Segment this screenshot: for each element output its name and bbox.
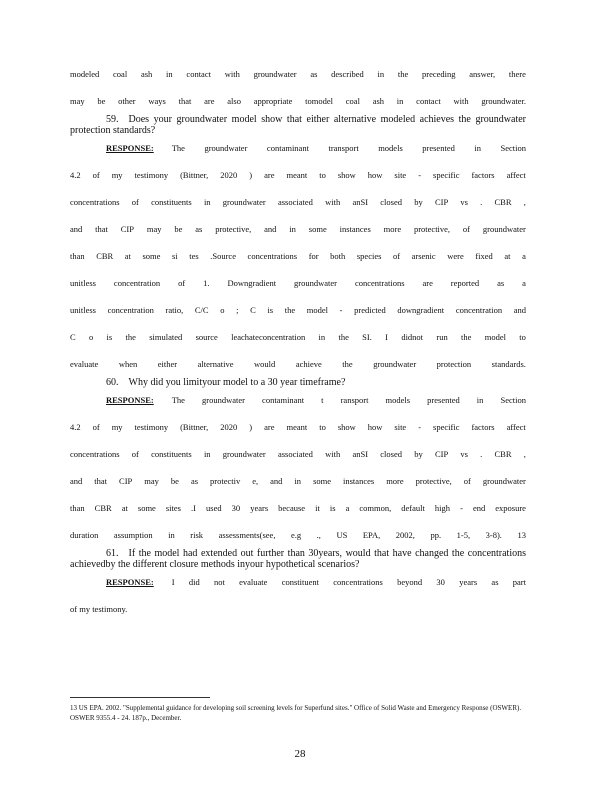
word: o <box>88 332 94 342</box>
word: the <box>397 69 409 79</box>
word: at <box>504 251 511 261</box>
word: specific <box>433 422 460 432</box>
word: to <box>319 422 326 432</box>
word: may <box>146 224 162 234</box>
word: unitless <box>70 278 96 288</box>
word: of <box>392 251 401 261</box>
word: preceding <box>422 69 456 79</box>
question-61 <box>70 548 526 570</box>
word: in <box>396 96 404 106</box>
word: modeled <box>70 69 100 79</box>
word: some <box>142 251 161 261</box>
word: how <box>367 170 383 180</box>
word: ways <box>148 96 166 106</box>
word: CIP <box>120 224 134 234</box>
word: my <box>111 422 123 432</box>
word: a <box>345 503 350 513</box>
question-text: Does your groundwater model show that either alternative modeled achieves the groundwater protection standards? <box>70 114 526 136</box>
word: closed <box>380 449 402 459</box>
question-number: 61. <box>106 548 119 559</box>
word: C <box>70 332 76 342</box>
text-line <box>70 304 526 317</box>
question-60 <box>70 377 526 388</box>
word: in <box>166 69 173 79</box>
word: CBR <box>94 503 112 513</box>
word: factors <box>471 422 495 432</box>
word: 3-8). <box>485 530 502 540</box>
word: predicted <box>354 305 386 315</box>
word: groundwater <box>222 449 266 459</box>
word: contact <box>186 69 211 79</box>
word: because <box>278 503 306 513</box>
word: unitless <box>70 305 96 315</box>
word: - <box>418 422 422 432</box>
word: SI. <box>362 332 372 342</box>
word: associated <box>277 197 313 207</box>
word: show <box>337 422 356 432</box>
word: CBR <box>494 197 512 207</box>
word: a <box>522 278 526 288</box>
word: assessments(see, <box>218 530 276 540</box>
word: tes <box>189 251 199 261</box>
word: o <box>220 305 225 315</box>
word: in <box>318 332 326 342</box>
word: achieve <box>295 359 322 369</box>
word: appropriate <box>253 96 293 106</box>
word: as <box>195 224 203 234</box>
word: both <box>330 251 346 261</box>
word: coal <box>345 96 360 106</box>
text-line <box>70 277 526 290</box>
word: in <box>168 530 175 540</box>
word: of <box>131 449 139 459</box>
word: . <box>480 197 483 207</box>
word: contact <box>416 96 441 106</box>
word: concentrations <box>70 197 120 207</box>
word: other <box>118 96 136 106</box>
word: to <box>519 332 526 342</box>
word: tomodel <box>305 96 334 106</box>
word: of <box>462 224 471 234</box>
word: anSI <box>352 449 369 459</box>
word: duration <box>70 530 99 540</box>
question-59 <box>70 114 526 136</box>
word: reported <box>450 278 480 288</box>
word: in <box>377 69 385 79</box>
word: concentration <box>455 305 503 315</box>
word: of <box>131 197 139 207</box>
word: in <box>203 197 211 207</box>
word: the <box>338 332 349 342</box>
word: 1. <box>203 278 210 288</box>
word: . <box>480 449 483 459</box>
word: is <box>267 305 274 315</box>
text-line <box>70 95 526 108</box>
question-number: 59. <box>106 114 119 125</box>
text-line <box>70 502 526 515</box>
word: years <box>250 503 269 513</box>
word: in <box>203 449 211 459</box>
word: simulated <box>149 332 183 342</box>
word: ; <box>236 305 239 315</box>
footnote: 13 US EPA. 2002. "Supplemental guidance for developing soil screening levels for Superfund sites." Office of Solid Waste and Emergency Response (OSWER). OSWER 9355.4 - 24. 187p., December. <box>70 704 522 722</box>
word: in <box>289 224 296 234</box>
word: concentrations <box>247 251 298 261</box>
word: are <box>422 278 433 288</box>
word: groundwater <box>482 476 526 486</box>
word: and <box>513 305 526 315</box>
word: run <box>436 332 448 342</box>
word: be <box>97 96 106 106</box>
word: ash <box>372 96 385 106</box>
word: at <box>124 251 131 261</box>
word: ., <box>316 530 321 540</box>
word: in <box>294 476 302 486</box>
text-line <box>70 358 526 371</box>
word: coal <box>113 69 128 79</box>
word: how <box>367 422 383 432</box>
word: protective, <box>413 224 451 234</box>
word: assumption <box>113 530 153 540</box>
word: risk <box>190 530 204 540</box>
word: of <box>178 278 186 288</box>
word: concentrations <box>354 278 405 288</box>
word: groundwater <box>253 69 297 79</box>
word: model <box>484 332 506 342</box>
word: to <box>319 170 326 180</box>
word: 30 <box>231 503 241 513</box>
word: vs <box>460 449 468 459</box>
word: answer, <box>469 69 496 79</box>
word: ratio, <box>165 305 184 315</box>
word: some <box>308 224 327 234</box>
word: default <box>401 503 425 513</box>
word: - <box>460 503 463 513</box>
word: 4.2 <box>70 422 81 432</box>
word: than <box>70 251 85 261</box>
word: factors <box>471 170 495 180</box>
word: affect <box>506 170 526 180</box>
word: be <box>174 224 183 234</box>
word: US <box>336 530 348 540</box>
word: closed <box>380 197 402 207</box>
word: would <box>254 359 276 369</box>
word: for <box>308 251 319 261</box>
word: at <box>121 503 128 513</box>
word: species <box>356 251 382 261</box>
word: it <box>315 503 320 513</box>
text-span: The groundwater contaminant t ransport models presented in Section <box>171 395 526 405</box>
word: .Source <box>210 251 236 261</box>
word: also <box>227 96 241 106</box>
word: with <box>224 69 240 79</box>
word: and <box>270 476 283 486</box>
word: meant <box>286 170 308 180</box>
word: is <box>106 332 113 342</box>
word: 4.2 <box>70 170 81 180</box>
text-line <box>70 394 526 407</box>
text-line <box>70 68 526 81</box>
word: model <box>306 305 329 315</box>
word: constituents <box>151 449 192 459</box>
word: end <box>472 503 486 513</box>
word: 2002, <box>395 530 415 540</box>
word: source <box>195 332 218 342</box>
word: that <box>94 476 108 486</box>
footnote-divider <box>70 697 210 698</box>
word: as <box>310 69 318 79</box>
word: 2020 <box>220 422 238 432</box>
word: used <box>206 503 222 513</box>
word: protectiv <box>210 476 241 486</box>
word: as <box>190 476 199 486</box>
word: meant <box>286 422 308 432</box>
word: leachateconcentration <box>231 332 306 342</box>
word: e.g <box>290 530 302 540</box>
word: CIP <box>434 197 449 207</box>
word: 13 <box>517 530 526 540</box>
text-line <box>70 576 526 589</box>
word: (Bittner, <box>180 422 209 432</box>
question-text: Why did you limityour model to a 30 year timeframe? <box>128 377 346 388</box>
word: pp. <box>430 530 442 540</box>
word: CBR <box>494 449 512 459</box>
text-span: The groundwater contaminant transport models presented in Section <box>171 143 526 153</box>
word: testimony <box>134 170 169 180</box>
word: Downgradient <box>227 278 277 288</box>
word: C/C <box>194 305 209 315</box>
document-body <box>70 68 526 616</box>
text-line <box>70 331 526 344</box>
word: site <box>394 422 407 432</box>
word: and <box>70 224 83 234</box>
response-60 <box>70 394 526 542</box>
word: arsenic <box>411 251 436 261</box>
text-line <box>70 196 526 209</box>
word: anSI <box>352 197 369 207</box>
word: may <box>70 96 85 106</box>
word: a <box>522 251 526 261</box>
word: some <box>137 503 156 513</box>
word: concentration <box>113 278 161 288</box>
word: constituents <box>151 197 192 207</box>
text-line <box>70 169 526 182</box>
response-label: RESPONSE: <box>106 577 154 587</box>
word: - <box>339 305 343 315</box>
text-span: I did not evaluate constituent concentrations beyond 30 years as part <box>171 577 526 587</box>
word: than <box>70 503 85 513</box>
word: are <box>204 96 215 106</box>
word: specific <box>433 170 460 180</box>
word: evaluate <box>70 359 99 369</box>
word: instances <box>339 224 371 234</box>
response-61 <box>70 576 526 616</box>
word: and <box>70 476 83 486</box>
word: of <box>92 170 100 180</box>
word: , <box>523 197 526 207</box>
word: by <box>414 449 423 459</box>
response-59 <box>70 142 526 371</box>
word: ) <box>249 422 253 432</box>
word: the <box>125 332 136 342</box>
word: protection <box>436 359 472 369</box>
word: concentration <box>107 305 154 315</box>
word: alternative <box>197 359 234 369</box>
word: there <box>508 69 526 79</box>
word: were <box>447 251 464 261</box>
word: that <box>95 224 108 234</box>
word: vs <box>460 197 468 207</box>
word: that <box>178 96 192 106</box>
word: and <box>264 224 277 234</box>
word: more <box>383 224 402 234</box>
word: protective, <box>215 224 252 234</box>
text-line <box>70 529 526 542</box>
word: be <box>170 476 179 486</box>
word: with <box>325 449 341 459</box>
word: when <box>118 359 138 369</box>
word: my <box>111 170 123 180</box>
word: C <box>250 305 256 315</box>
word: ) <box>249 170 253 180</box>
text-line <box>70 448 526 461</box>
word: CIP <box>119 476 133 486</box>
text-line <box>70 142 526 155</box>
word: as <box>497 278 505 288</box>
response-label: RESPONSE: <box>106 395 154 405</box>
word: groundwater <box>294 278 338 288</box>
word: either <box>157 359 178 369</box>
word: the <box>284 305 296 315</box>
word: groundwater <box>222 197 266 207</box>
word: the <box>342 359 353 369</box>
word: si <box>172 251 178 261</box>
word: EPA, <box>362 530 381 540</box>
word: with <box>453 96 469 106</box>
word: sites <box>165 503 181 513</box>
word: are <box>264 422 275 432</box>
word: site <box>394 170 407 180</box>
word: associated <box>277 449 313 459</box>
word: (Bittner, <box>180 170 209 180</box>
word: with <box>325 197 341 207</box>
word: concentrations <box>70 449 120 459</box>
word: more <box>386 476 404 486</box>
word: of <box>92 422 100 432</box>
word: testimony <box>134 422 169 432</box>
question-number: 60. <box>106 377 119 388</box>
word: are <box>264 170 275 180</box>
word: CBR <box>96 251 114 261</box>
text-line <box>70 475 526 488</box>
word: downgradient <box>397 305 445 315</box>
word: didnot <box>401 332 424 342</box>
word: exposure <box>495 503 526 513</box>
word: protective, <box>415 476 452 486</box>
word: 2020 <box>220 170 238 180</box>
word: described <box>331 69 364 79</box>
word: I <box>385 332 388 342</box>
word: affect <box>506 422 526 432</box>
word: by <box>414 197 423 207</box>
word: e, <box>252 476 259 486</box>
word: show <box>337 170 356 180</box>
word: the <box>461 332 472 342</box>
response-label: RESPONSE: <box>106 143 154 153</box>
word: groundwater <box>482 224 526 234</box>
word: instances <box>343 476 375 486</box>
word: high <box>434 503 451 513</box>
word: - <box>418 170 422 180</box>
word: 1-5, <box>456 530 471 540</box>
word: , <box>523 449 526 459</box>
text-line: of my testimony. <box>70 604 128 614</box>
word: common, <box>359 503 392 513</box>
word: some <box>313 476 332 486</box>
word: groundwater. <box>481 96 526 106</box>
word: of <box>463 476 471 486</box>
word: fixed <box>475 251 493 261</box>
word: is <box>329 503 336 513</box>
word: standards. <box>491 359 526 369</box>
text-line <box>70 250 526 263</box>
word: .I <box>191 503 196 513</box>
word: CIP <box>434 449 449 459</box>
text-line <box>70 421 526 434</box>
text-line <box>70 223 526 236</box>
word: groundwater <box>373 359 417 369</box>
page-number: 28 <box>294 748 306 760</box>
word: may <box>144 476 159 486</box>
question-text: If the model had extended out further than 30years, would that have changed the concentrations achievedby the different closure methods inyour hypothetical scenarios? <box>70 548 526 570</box>
word: ash <box>140 69 153 79</box>
